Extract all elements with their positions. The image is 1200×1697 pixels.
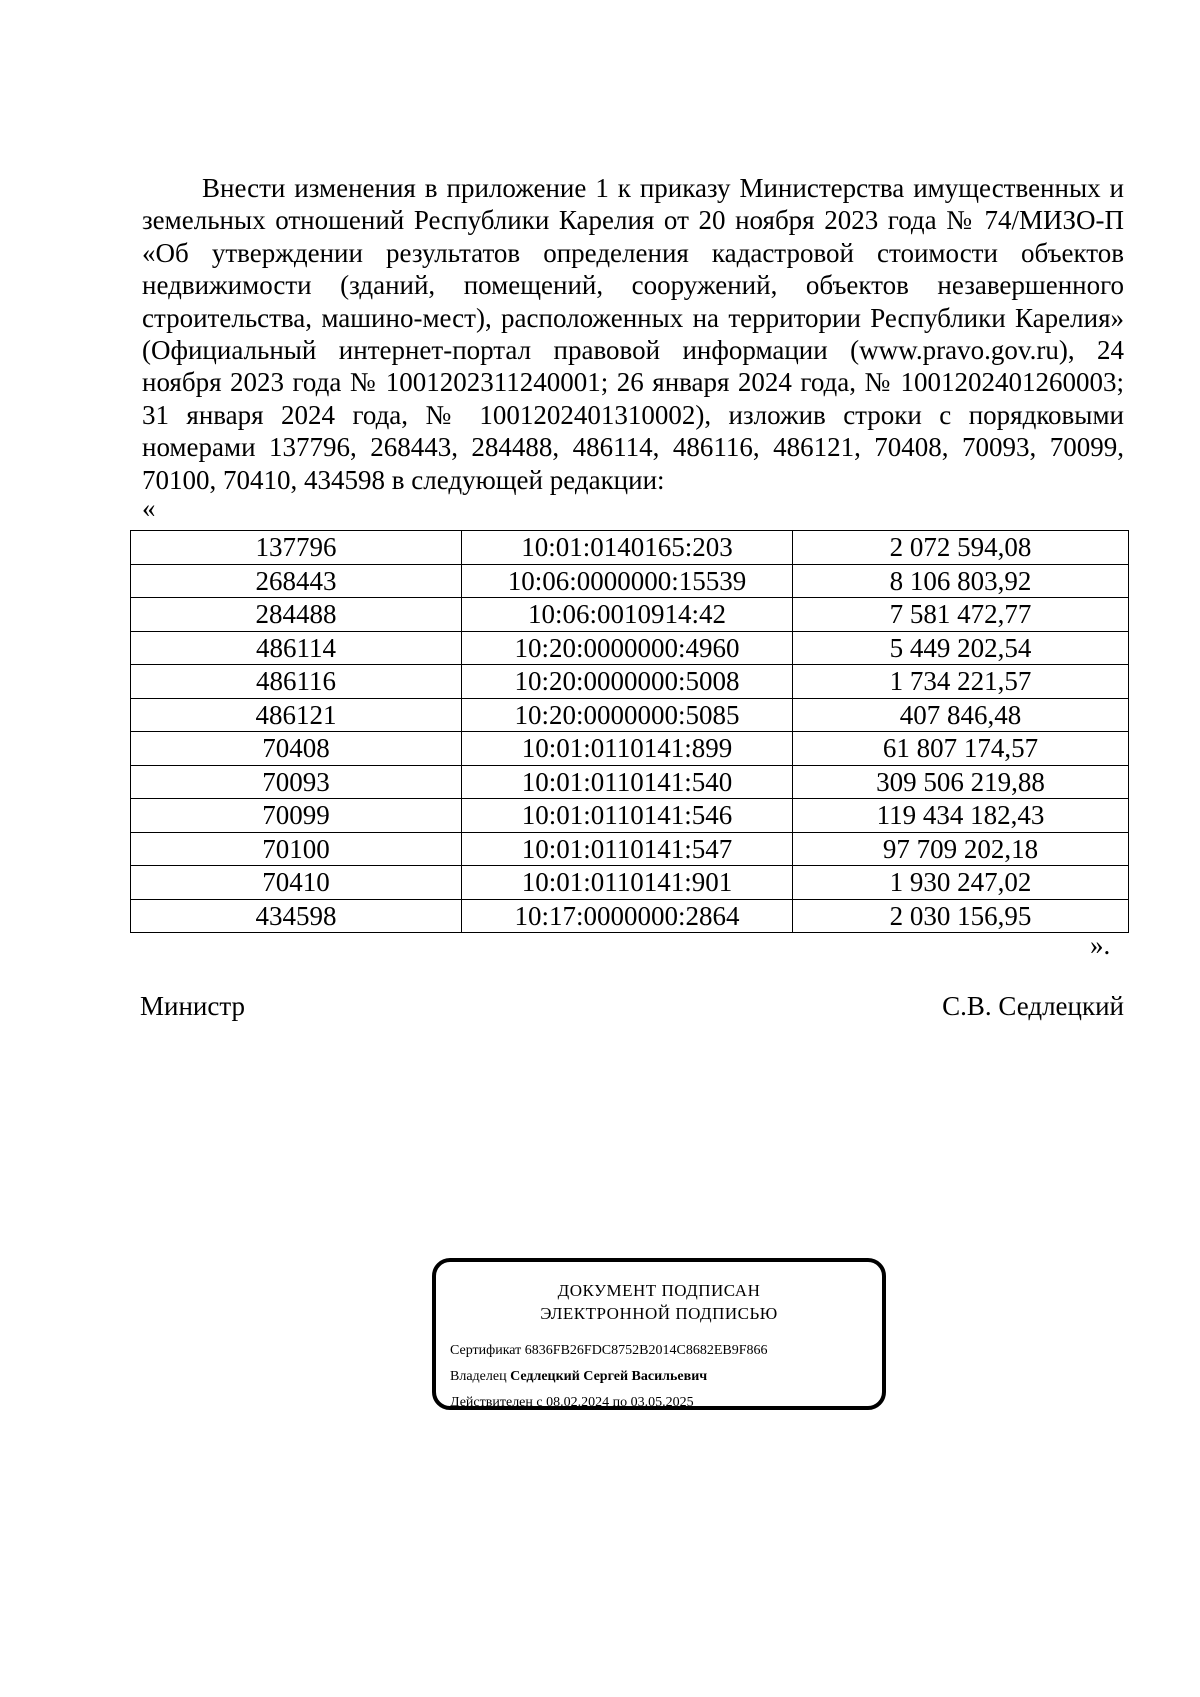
stamp-owner	[450, 1368, 707, 1386]
cadastral-value-cell: 2 072 594,08	[793, 531, 1129, 565]
cadastral-number-cell: 10:01:0110141:899	[462, 732, 793, 766]
cadastral-number-cell: 10:01:0110141:547	[462, 832, 793, 866]
row-number-cell: 486121	[131, 698, 462, 732]
cadastral-number-cell: 10:01:0110141:540	[462, 765, 793, 799]
cadastral-value-cell: 97 709 202,18	[793, 832, 1129, 866]
table-row	[131, 866, 1129, 900]
cadastral-value-cell: 8 106 803,92	[793, 564, 1129, 598]
cadastral-number-cell: 10:20:0000000:5085	[462, 698, 793, 732]
stamp-validity	[450, 1394, 694, 1412]
valid-from: 08.02.2024	[546, 1395, 610, 1410]
cadastral-number-cell: 10:01:0110141:546	[462, 799, 793, 833]
row-number-cell: 268443	[131, 564, 462, 598]
row-number-cell: 434598	[131, 899, 462, 933]
cadastral-value-cell: 61 807 174,57	[793, 732, 1129, 766]
table-row	[131, 765, 1129, 799]
cadastral-number-cell: 10:20:0000000:5008	[462, 665, 793, 699]
cadastral-number-cell: 10:06:0010914:42	[462, 598, 793, 632]
table-row	[131, 799, 1129, 833]
table-row	[131, 698, 1129, 732]
opening-quote: «	[142, 493, 156, 523]
cadastral-number-cell: 10:20:0000000:4960	[462, 631, 793, 665]
cadastral-value-cell: 2 030 156,95	[793, 899, 1129, 933]
electronic-signature-stamp	[432, 1258, 886, 1410]
row-number-cell: 70408	[131, 732, 462, 766]
signatory-position: Министр	[140, 991, 245, 1021]
paragraph-text: Внести изменения в приложение 1 к приказу Министерства имущественных и земельных отношений Республики Карелия от 20 ноября 2023 года № 74/МИЗО-П «Об утверждении результатов определения кадастровой стоимости объектов недвижимости (зданий, помещений, сооружений, объектов незавершенного строительства, машино-мест), расположенных на территории Республики Карелия» (Официальный интернет-портал правовой информации (www.pravo.gov.ru), 24 ноября 2023 года № 1001202311240001; 26 января 2024 года, № 1001202401260003; 31 января 2024 года, № 1001202401310002), изложив строки с порядковыми номерами 137796, 268443, 284488, 486114, 486116, 486121, 70408, 70093, 70099, 70100, 70410, 434598 в следующей редакции:	[142, 173, 1124, 495]
owner-label: Владелец	[450, 1369, 507, 1384]
cadastral-value-cell: 309 506 219,88	[793, 765, 1129, 799]
cadastral-value-cell: 5 449 202,54	[793, 631, 1129, 665]
valid-label: Действителен с	[450, 1395, 543, 1410]
table-row	[131, 564, 1129, 598]
table-body	[131, 531, 1129, 933]
certificate-value: 6836FB26FDC8752B2014C8682EB9F866	[524, 1343, 768, 1358]
cadastral-number-cell: 10:01:0140165:203	[462, 531, 793, 565]
cadastral-value-table	[130, 530, 1129, 933]
cadastral-value-cell: 1 930 247,02	[793, 866, 1129, 900]
stamp-certificate	[450, 1342, 768, 1360]
cadastral-number-cell: 10:17:0000000:2864	[462, 899, 793, 933]
cadastral-number-cell: 10:06:0000000:15539	[462, 564, 793, 598]
signatory-name: С.В. Седлецкий	[942, 991, 1124, 1021]
valid-to-label: по	[612, 1395, 628, 1410]
table-row	[131, 732, 1129, 766]
cadastral-value-cell: 407 846,48	[793, 698, 1129, 732]
certificate-label: Сертификат	[450, 1343, 522, 1358]
cadastral-number-cell: 10:01:0110141:901	[462, 866, 793, 900]
row-number-cell: 486116	[131, 665, 462, 699]
row-number-cell: 137796	[131, 531, 462, 565]
closing-quote: ».	[1090, 930, 1111, 960]
cadastral-value-cell: 1 734 221,57	[793, 665, 1129, 699]
table-row	[131, 899, 1129, 933]
row-number-cell: 70099	[131, 799, 462, 833]
table-row	[131, 631, 1129, 665]
cadastral-value-cell: 7 581 472,77	[793, 598, 1129, 632]
valid-to: 03.05.2025	[630, 1395, 694, 1410]
table-row	[131, 531, 1129, 565]
owner-value: Седлецкий Сергей Васильевич	[510, 1369, 708, 1384]
row-number-cell: 70100	[131, 832, 462, 866]
stamp-title-line2: ЭЛЕКТРОННОЙ ПОДПИСЬЮ	[540, 1304, 778, 1323]
table-row	[131, 665, 1129, 699]
row-number-cell: 486114	[131, 631, 462, 665]
cadastral-value-cell: 119 434 182,43	[793, 799, 1129, 833]
main-paragraph	[142, 172, 1124, 496]
table-row	[131, 598, 1129, 632]
row-number-cell: 70410	[131, 866, 462, 900]
stamp-title-line1: ДОКУМЕНТ ПОДПИСАН	[557, 1281, 761, 1300]
row-number-cell: 284488	[131, 598, 462, 632]
row-number-cell: 70093	[131, 765, 462, 799]
table-row	[131, 832, 1129, 866]
